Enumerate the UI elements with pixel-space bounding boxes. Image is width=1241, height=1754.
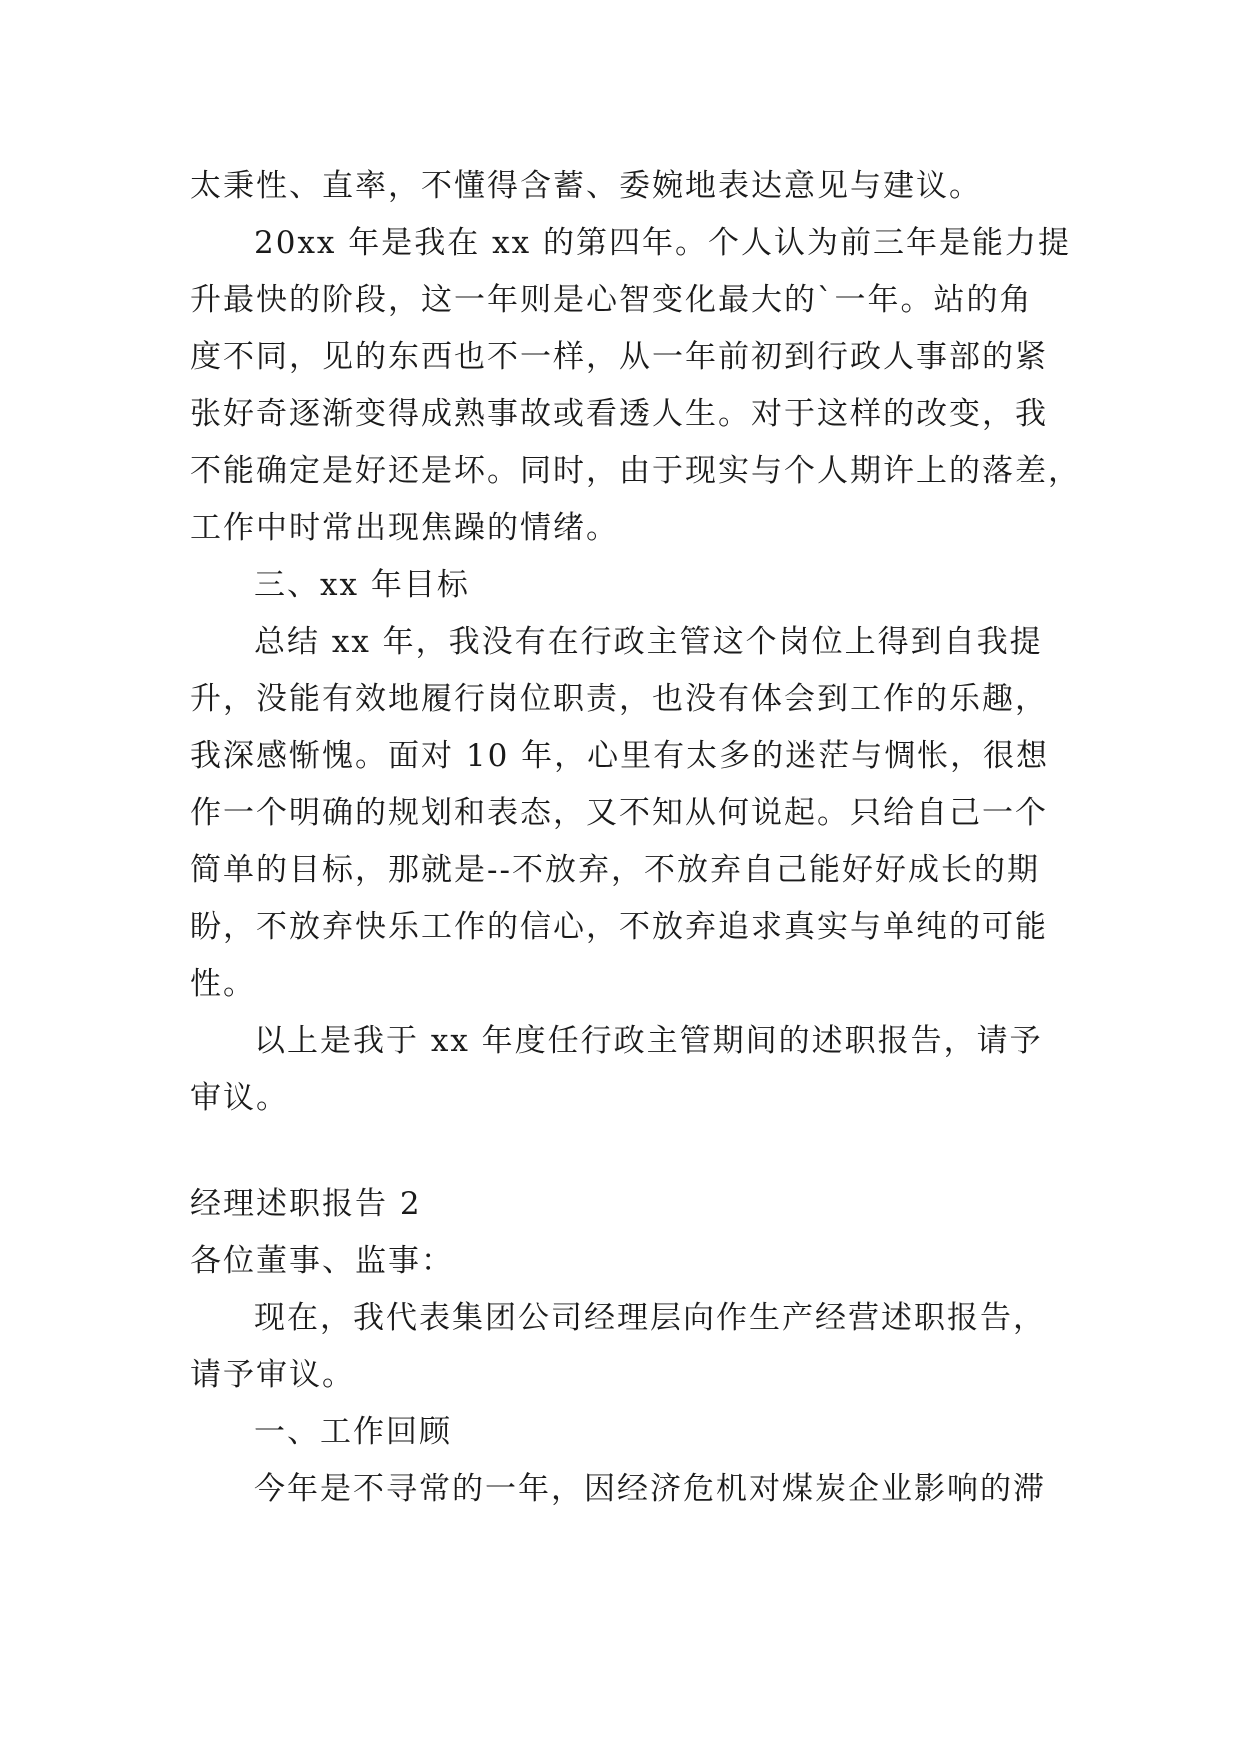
text-line: 审议。 — [190, 1080, 289, 1116]
text-line: 张好奇逐渐变得成熟事故或看透人生。对于这样的改变，我 — [190, 396, 1048, 432]
text-line: 请予审议。 — [190, 1357, 355, 1393]
text-line: 性。 — [190, 966, 256, 1002]
text-line: 总结 xx 年，我没有在行政主管这个岗位上得到自我提 — [254, 624, 1043, 660]
text-line: 升，没能有效地履行岗位职责，也没有体会到工作的乐趣， — [190, 681, 1048, 717]
text-line: 现在，我代表集团公司经理层向作生产经营述职报告， — [254, 1300, 1046, 1336]
text-line: 升最快的阶段，这一年则是心智变化最大的`一年。站的角 — [190, 282, 1033, 318]
text-line: 以上是我于 xx 年度任行政主管期间的述职报告，请予 — [254, 1023, 1043, 1059]
text-line: 今年是不寻常的一年，因经济危机对煤炭企业影响的滞 — [254, 1471, 1046, 1507]
salutation: 各位董事、监事： — [190, 1243, 454, 1279]
text-line: 度不同，见的东西也不一样，从一年前初到行政人事部的紧 — [190, 339, 1048, 375]
text-line: 20xx 年是我在 xx 的第四年。个人认为前三年是能力提 — [254, 225, 1071, 261]
text-line: 简单的目标，那就是--不放弃，不放弃自己能好好成长的期 — [190, 852, 1040, 888]
text-line: 盼，不放弃快乐工作的信心，不放弃追求真实与单纯的可能 — [190, 909, 1048, 945]
document-title: 经理述职报告 2 — [190, 1186, 422, 1222]
text-line: 不能确定是好还是坏。同时，由于现实与个人期许上的落差， — [190, 453, 1081, 489]
section-heading: 一、工作回顾 — [254, 1414, 452, 1450]
text-line: 我深感惭愧。面对 10 年，心里有太多的迷茫与惆怅，很想 — [190, 738, 1050, 774]
text-line: 作一个明确的规划和表态，又不知从何说起。只给自己一个 — [190, 795, 1048, 831]
text-line: 工作中时常出现焦躁的情绪。 — [190, 510, 619, 546]
text-line: 太秉性、直率，不懂得含蓄、委婉地表达意见与建议。 — [190, 168, 982, 204]
section-heading: 三、xx 年目标 — [254, 567, 470, 603]
